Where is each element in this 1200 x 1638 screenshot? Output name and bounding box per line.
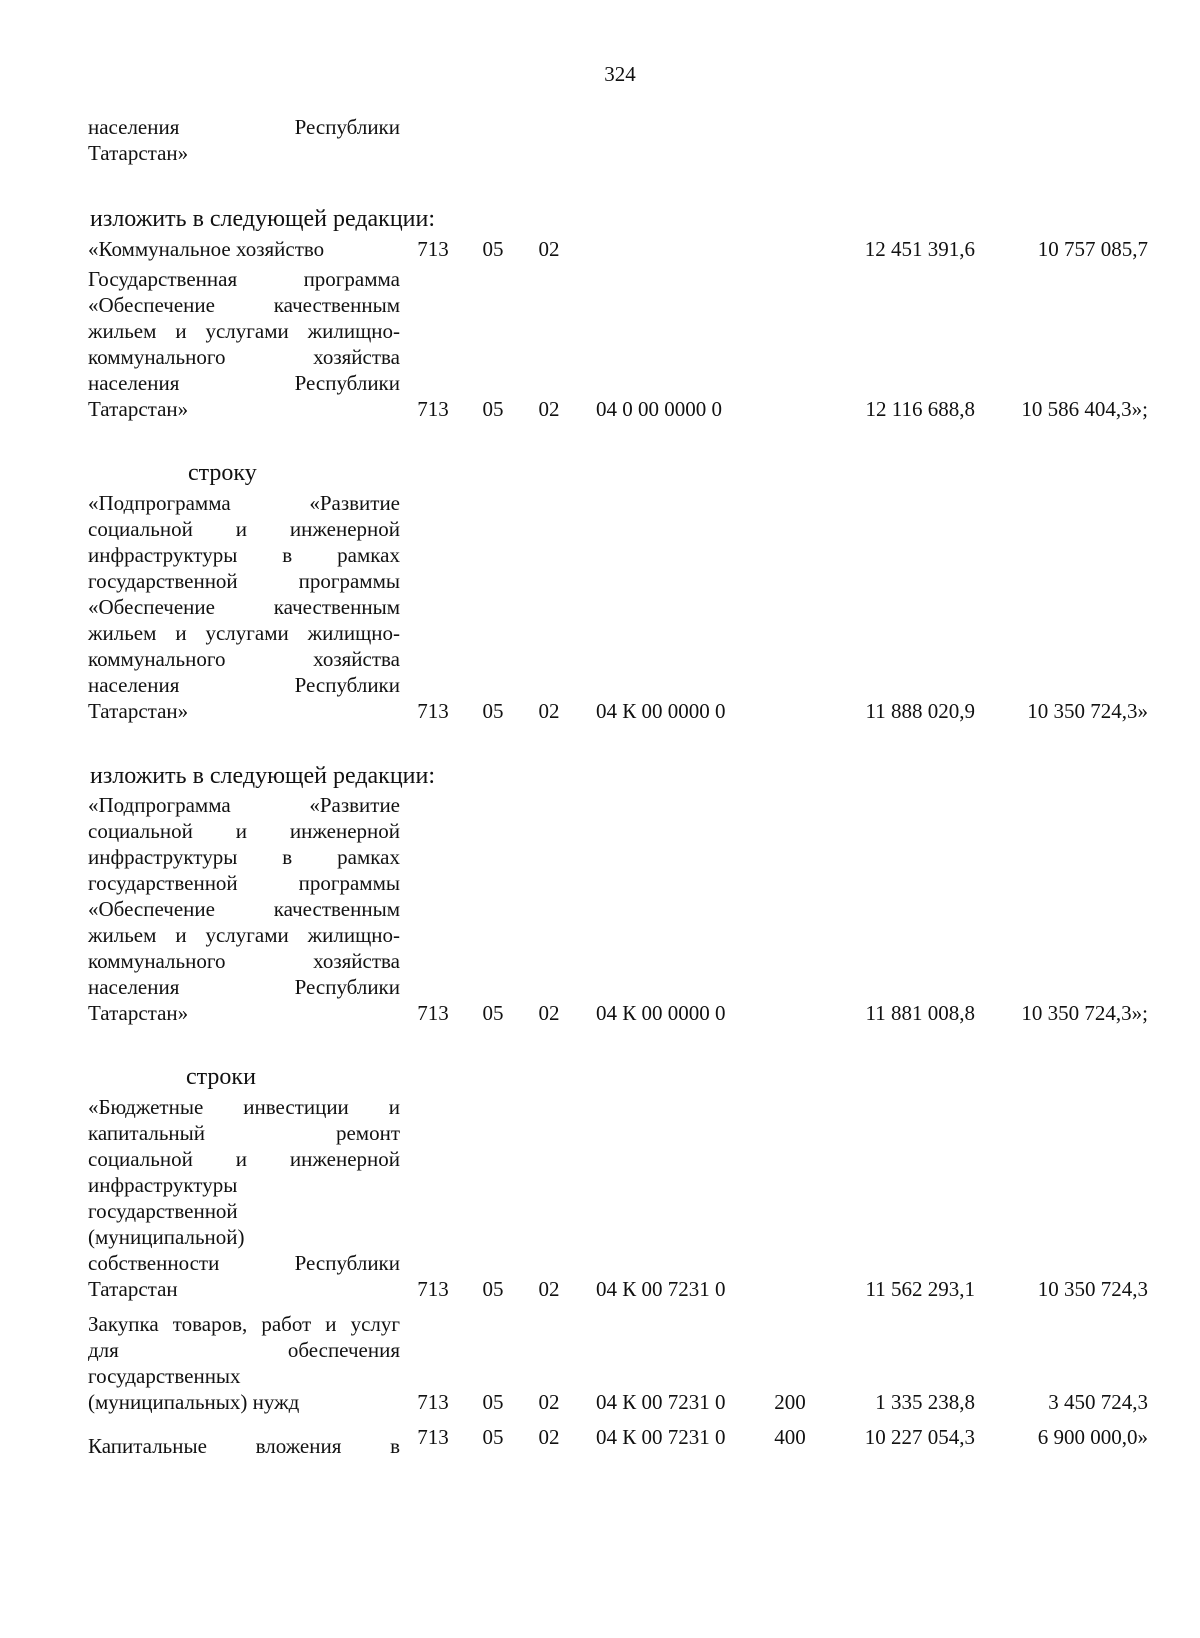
row-line: для обеспечения [88,1338,400,1362]
row-line: инфраструктуры в рамках [88,543,400,567]
row-1-section: 05 [482,397,504,421]
row-line: социальной и инженерной [88,819,400,843]
row-4-section: 05 [482,1277,504,1301]
row-6-csr: 04 К 00 7231 0 [596,1425,726,1449]
row-4-csr: 04 К 00 7231 0 [596,1277,726,1301]
row-2-name [88,490,400,724]
row-2-subsection: 02 [538,699,560,723]
row-line: Татарстан» [88,397,189,421]
row-line: капитальный ремонт [88,1121,400,1145]
row-line: Татарстан [88,1277,178,1301]
row-0-subsection: 02 [538,237,560,261]
row-5-section: 05 [482,1390,504,1414]
row-line: «Обеспечение качественным [88,293,400,317]
row-2-sum-2: 10 350 724,3» [1027,699,1148,723]
heading-line-2: строку [188,460,257,486]
row-line: собственности Республики [88,1251,400,1275]
row-line: государственной [88,1199,238,1223]
row-0-ministry: 713 [417,237,449,261]
row-line: «Обеспечение качественным [88,595,400,619]
row-1-subsection: 02 [538,397,560,421]
row-line: коммунального хозяйства [88,647,400,671]
row-line: жильем и услугами жилищно- [88,319,400,343]
row-line: социальной и инженерной [88,517,400,541]
row-6-sum-1: 10 227 054,3 [864,1425,975,1449]
row-3-ministry: 713 [417,1001,449,1025]
row-line: Капитальные вложения в [88,1434,400,1458]
row-line: государственных [88,1364,241,1388]
row-line: жильем и услугами жилищно- [88,923,400,947]
row-line: «Обеспечение качественным [88,897,400,921]
row-1-ministry: 713 [417,397,449,421]
row-3-subsection: 02 [538,1001,560,1025]
row-5-vr: 200 [774,1390,806,1414]
row-line: «Подпрограмма «Развитие [88,491,400,515]
row-4-name [88,1094,400,1302]
row-3-name [88,792,400,1026]
row-line: жильем и услугами жилищно- [88,621,400,645]
row-6-ministry: 713 [417,1425,449,1449]
row-line: «Коммунальное хозяйство [88,237,325,261]
heading-replace-1: изложить в следующей редакции: [90,206,436,232]
row-0-section: 05 [482,237,504,261]
page-number: 324 [604,62,636,86]
row-6-vr: 400 [774,1425,806,1449]
row-5-csr: 04 К 00 7231 0 [596,1390,726,1414]
intro-line: населения Республики [88,115,400,139]
row-1-name [88,266,400,422]
row-6-section: 05 [482,1425,504,1449]
row-line: коммунального хозяйства [88,949,400,973]
row-line: «Бюджетные инвестиции и [88,1095,400,1119]
intro-line: Татарстан» [88,141,189,165]
row-1-sum-1: 12 116 688,8 [865,397,975,421]
row-5-name [88,1311,400,1415]
row-line: социальной и инженерной [88,1147,400,1171]
row-5-subsection: 02 [538,1390,560,1414]
row-line: государственной программы [88,871,400,895]
row-line: населения Республики [88,673,400,697]
row-line: государственной программы [88,569,400,593]
row-1-sum-2: 10 586 404,3»; [1021,397,1148,421]
row-line: (муниципальной) [88,1225,245,1249]
row-5-ministry: 713 [417,1390,449,1414]
row-4-sum-1: 11 562 293,1 [865,1277,975,1301]
row-line: Татарстан» [88,1001,189,1025]
heading-lines-4: строки [186,1064,256,1090]
row-2-section: 05 [482,699,504,723]
row-0-name [88,236,400,262]
row-6-sum-2: 6 900 000,0» [1037,1425,1148,1449]
row-line: Государственная программа [88,267,400,291]
row-0-sum-1: 12 451 391,6 [864,237,975,261]
row-line: коммунального хозяйства [88,345,400,369]
row-5-sum-2: 3 450 724,3 [1048,1390,1148,1414]
row-6-subsection: 02 [538,1425,560,1449]
row-5-sum-1: 1 335 238,8 [875,1390,975,1414]
row-3-sum-2: 10 350 724,3»; [1021,1001,1148,1025]
row-1-csr: 04 0 00 0000 0 [596,397,722,421]
row-2-sum-1: 11 888 020,9 [865,699,975,723]
intro-text [88,114,400,166]
row-2-ministry: 713 [417,699,449,723]
row-2-csr: 04 К 00 0000 0 [596,699,726,723]
row-line: населения Республики [88,975,400,999]
row-line: «Подпрограмма «Развитие [88,793,400,817]
heading-replace-2: изложить в следующей редакции: [90,763,436,789]
row-line: инфраструктуры [88,1173,238,1197]
row-line: населения Республики [88,371,400,395]
row-3-sum-1: 11 881 008,8 [865,1001,975,1025]
row-line: (муниципальных) нужд [88,1390,300,1414]
row-3-csr: 04 К 00 0000 0 [596,1001,726,1025]
row-4-ministry: 713 [417,1277,449,1301]
row-4-subsection: 02 [538,1277,560,1301]
row-0-sum-2: 10 757 085,7 [1037,237,1148,261]
row-4-sum-2: 10 350 724,3 [1037,1277,1148,1301]
row-3-section: 05 [482,1001,504,1025]
row-line: Татарстан» [88,699,189,723]
row-6-name [88,1433,400,1459]
row-line: Закупка товаров, работ и услуг [88,1312,400,1336]
row-line: инфраструктуры в рамках [88,845,400,869]
